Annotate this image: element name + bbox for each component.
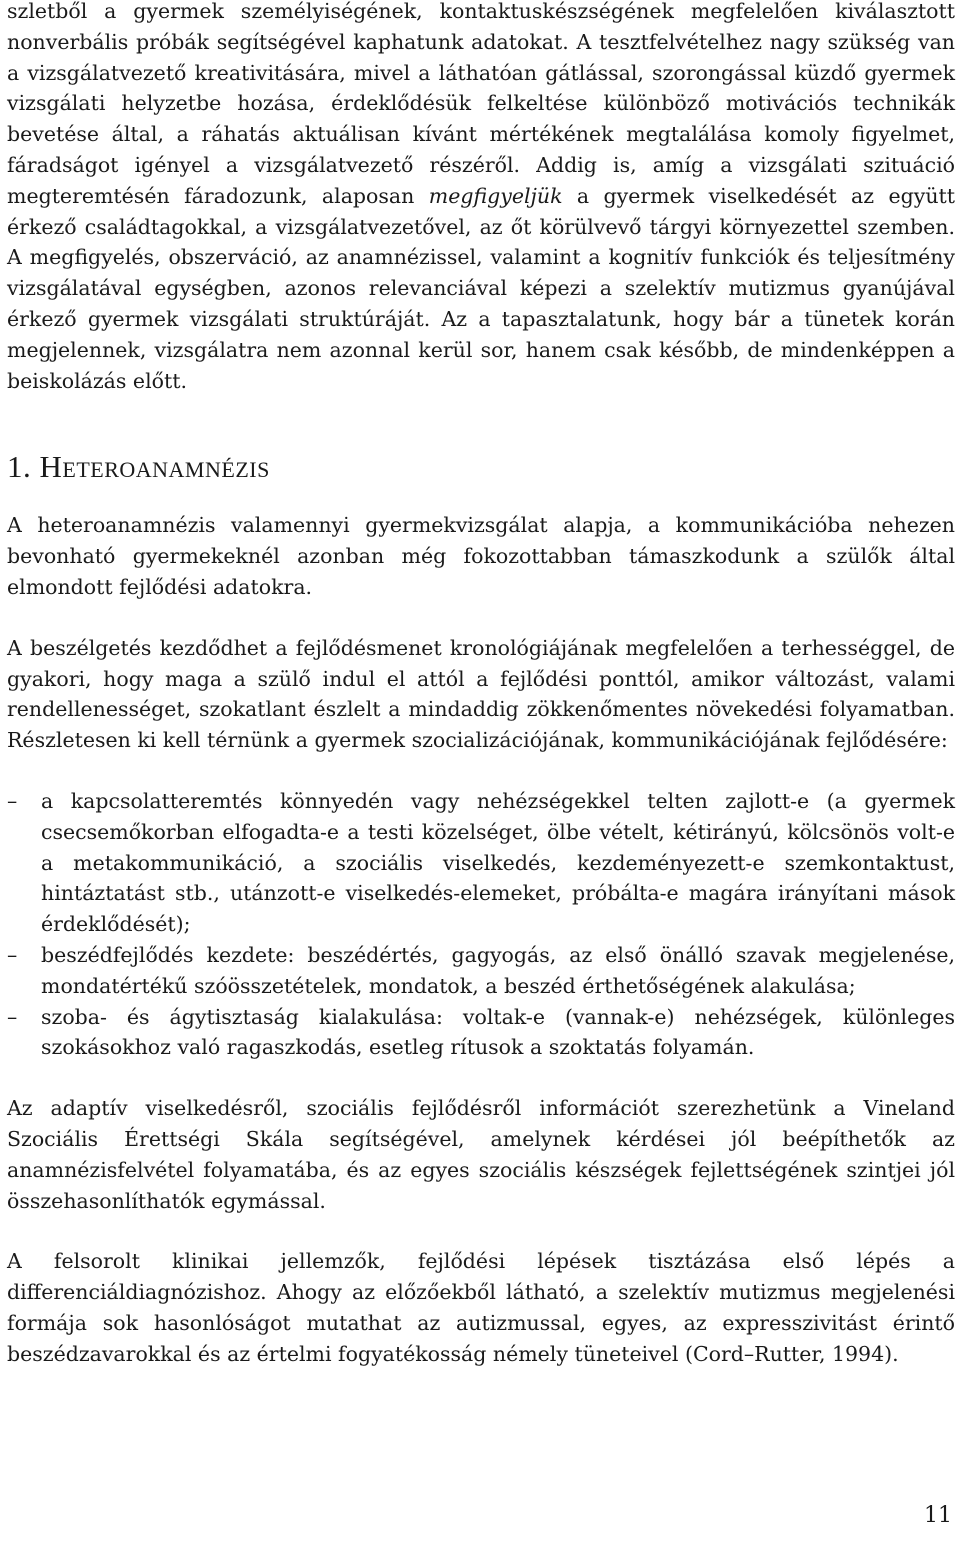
paragraph-heteroanamnesis: A heteroanamnézis valamennyi gyermekvizsgálat alapja, a kommunikációba nehezen bevonható gyermekeknél azonban még fokozottabban támaszkodunk a szülők által elmondott fejlődési adatokra. bbox=[7, 513, 955, 599]
list-item bbox=[7, 940, 955, 1002]
list-item-text: szoba- és ágytisztaság kialakulása: voltak-e (vannak-e) nehézségek, különleges szokásokhoz való ragaszkodás, esetleg rítusok a szoktatás folyamán. bbox=[41, 1004, 955, 1060]
intro-emphasis: megfigyeljük bbox=[428, 183, 563, 208]
intro-paragraph bbox=[7, 0, 955, 396]
development-list bbox=[7, 786, 955, 1063]
list-item bbox=[7, 1002, 955, 1064]
paragraph-adaptive-behavior: Az adaptív viselkedésről, szociális fejlődésről információt szerezhetünk a Vineland Szociális Érettségi Skála segítségével, amelynek kérdései jól beépíthetők az anamnézisfelvétel folyamatába, és az egyes szociális készségek fejlettségének szintjei jól összehasonlíthatók egymással. bbox=[7, 1096, 955, 1213]
list-item-text: a kapcsolatteremtés könnyedén vagy nehézségekkel telten zajlott-e (a gyermek csecsemőkorban elfogadta-e a testi közelséget, ölbe vételt, kétirányú, kölcsönös volt-e a metakommunikáció, a szociális viselkedés, kezdeményezett-e szemkontaktust, hintáztatást stb., utánzott-e viselkedés-elemeket, próbálta-e magára irányítani mások érdeklődését); bbox=[41, 788, 955, 937]
section-heading bbox=[7, 448, 955, 486]
section-title: Heteroanamnézis bbox=[39, 449, 270, 485]
intro-text-part1: szletből a gyermek személyiségének, kontaktuskészségének megfelelően kiválasztott nonverbális próbák segítségével kaphatunk adatokat. A tesztfelvételhez nagy szükség van a vizsgálatvezető kreativitására, mivel a láthatóan gátlással, szorongással küzdő gyermek vizsgálati helyzetbe hozása, érdeklődésük felkeltése különböző motivációs technikák bevetése által, a ráhatás aktuálisan kívánt mértékének megtalálása komoly figyelmet, fáradságot igényel a vizsgálatvezető részéről. Addig is, amíg a vizsgálati szituáció megteremtésén fáradozunk, alaposan bbox=[7, 0, 955, 208]
list-item bbox=[7, 786, 955, 940]
list-item-text: beszédfejlődés kezdete: beszédértés, gagyogás, az első önálló szavak megjelenése, mondatértékű szóösszetételek, mondatok, a beszéd érthetőségének alakulása; bbox=[41, 942, 955, 998]
page-number: 11 bbox=[924, 1503, 952, 1528]
paragraph-conversation: A beszélgetés kezdődhet a fejlődésmenet kronológiájának megfelelően a terhességgel, de gyakori, hogy maga a szülő indul el attól a fejlődési ponttól, amikor változást, valami rendellenességet, szokatlant észlelt a mindaddig zökkenőmentes növekedési folyamatban. Részletesen ki kell térnünk a gyermek szocializációjának, kommunikációjának fejlődésére: bbox=[7, 635, 955, 753]
document-page bbox=[7, 0, 955, 1369]
dash-bullet: – bbox=[7, 942, 18, 967]
paragraph-differential-diagnosis: A felsorolt klinikai jellemzők, fejlődési lépések tisztázása első lépés a differenciáldiagnózishoz. Ahogy az előzőekből látható, a szelektív mutizmus megjelenési formája sok hasonlóságot mutathat az autizmussal, egyes, az expresszivitást érintő beszédzavarokkal és az értelmi fogyatékosság némely tüneteivel (Cord–Rutter, 1994). bbox=[7, 1249, 955, 1366]
dash-bullet: – bbox=[7, 1004, 18, 1029]
section-number: 1. bbox=[7, 449, 32, 485]
intro-text-part2: a gyermek viselkedését az együtt érkező családtagokkal, a vizsgálatvezetővel, az őt körülvevő tárgyi környezettel szemben. A megfigyelés, obszerváció, az anamnézissel, valamint a kognitív funkciók és teljesítmény vizsgálatával egységben, azonos relevanciával képezi a szelektív mutizmus gyanújával érkező gyermek vizsgálati struktúráját. Az a tapasztalatunk, hogy bár a tünetek korán megjelennek, vizsgálatra nem azonnal kerül sor, hanem csak később, de mindenképpen a beiskolázás előtt. bbox=[7, 183, 955, 393]
dash-bullet: – bbox=[7, 788, 18, 813]
